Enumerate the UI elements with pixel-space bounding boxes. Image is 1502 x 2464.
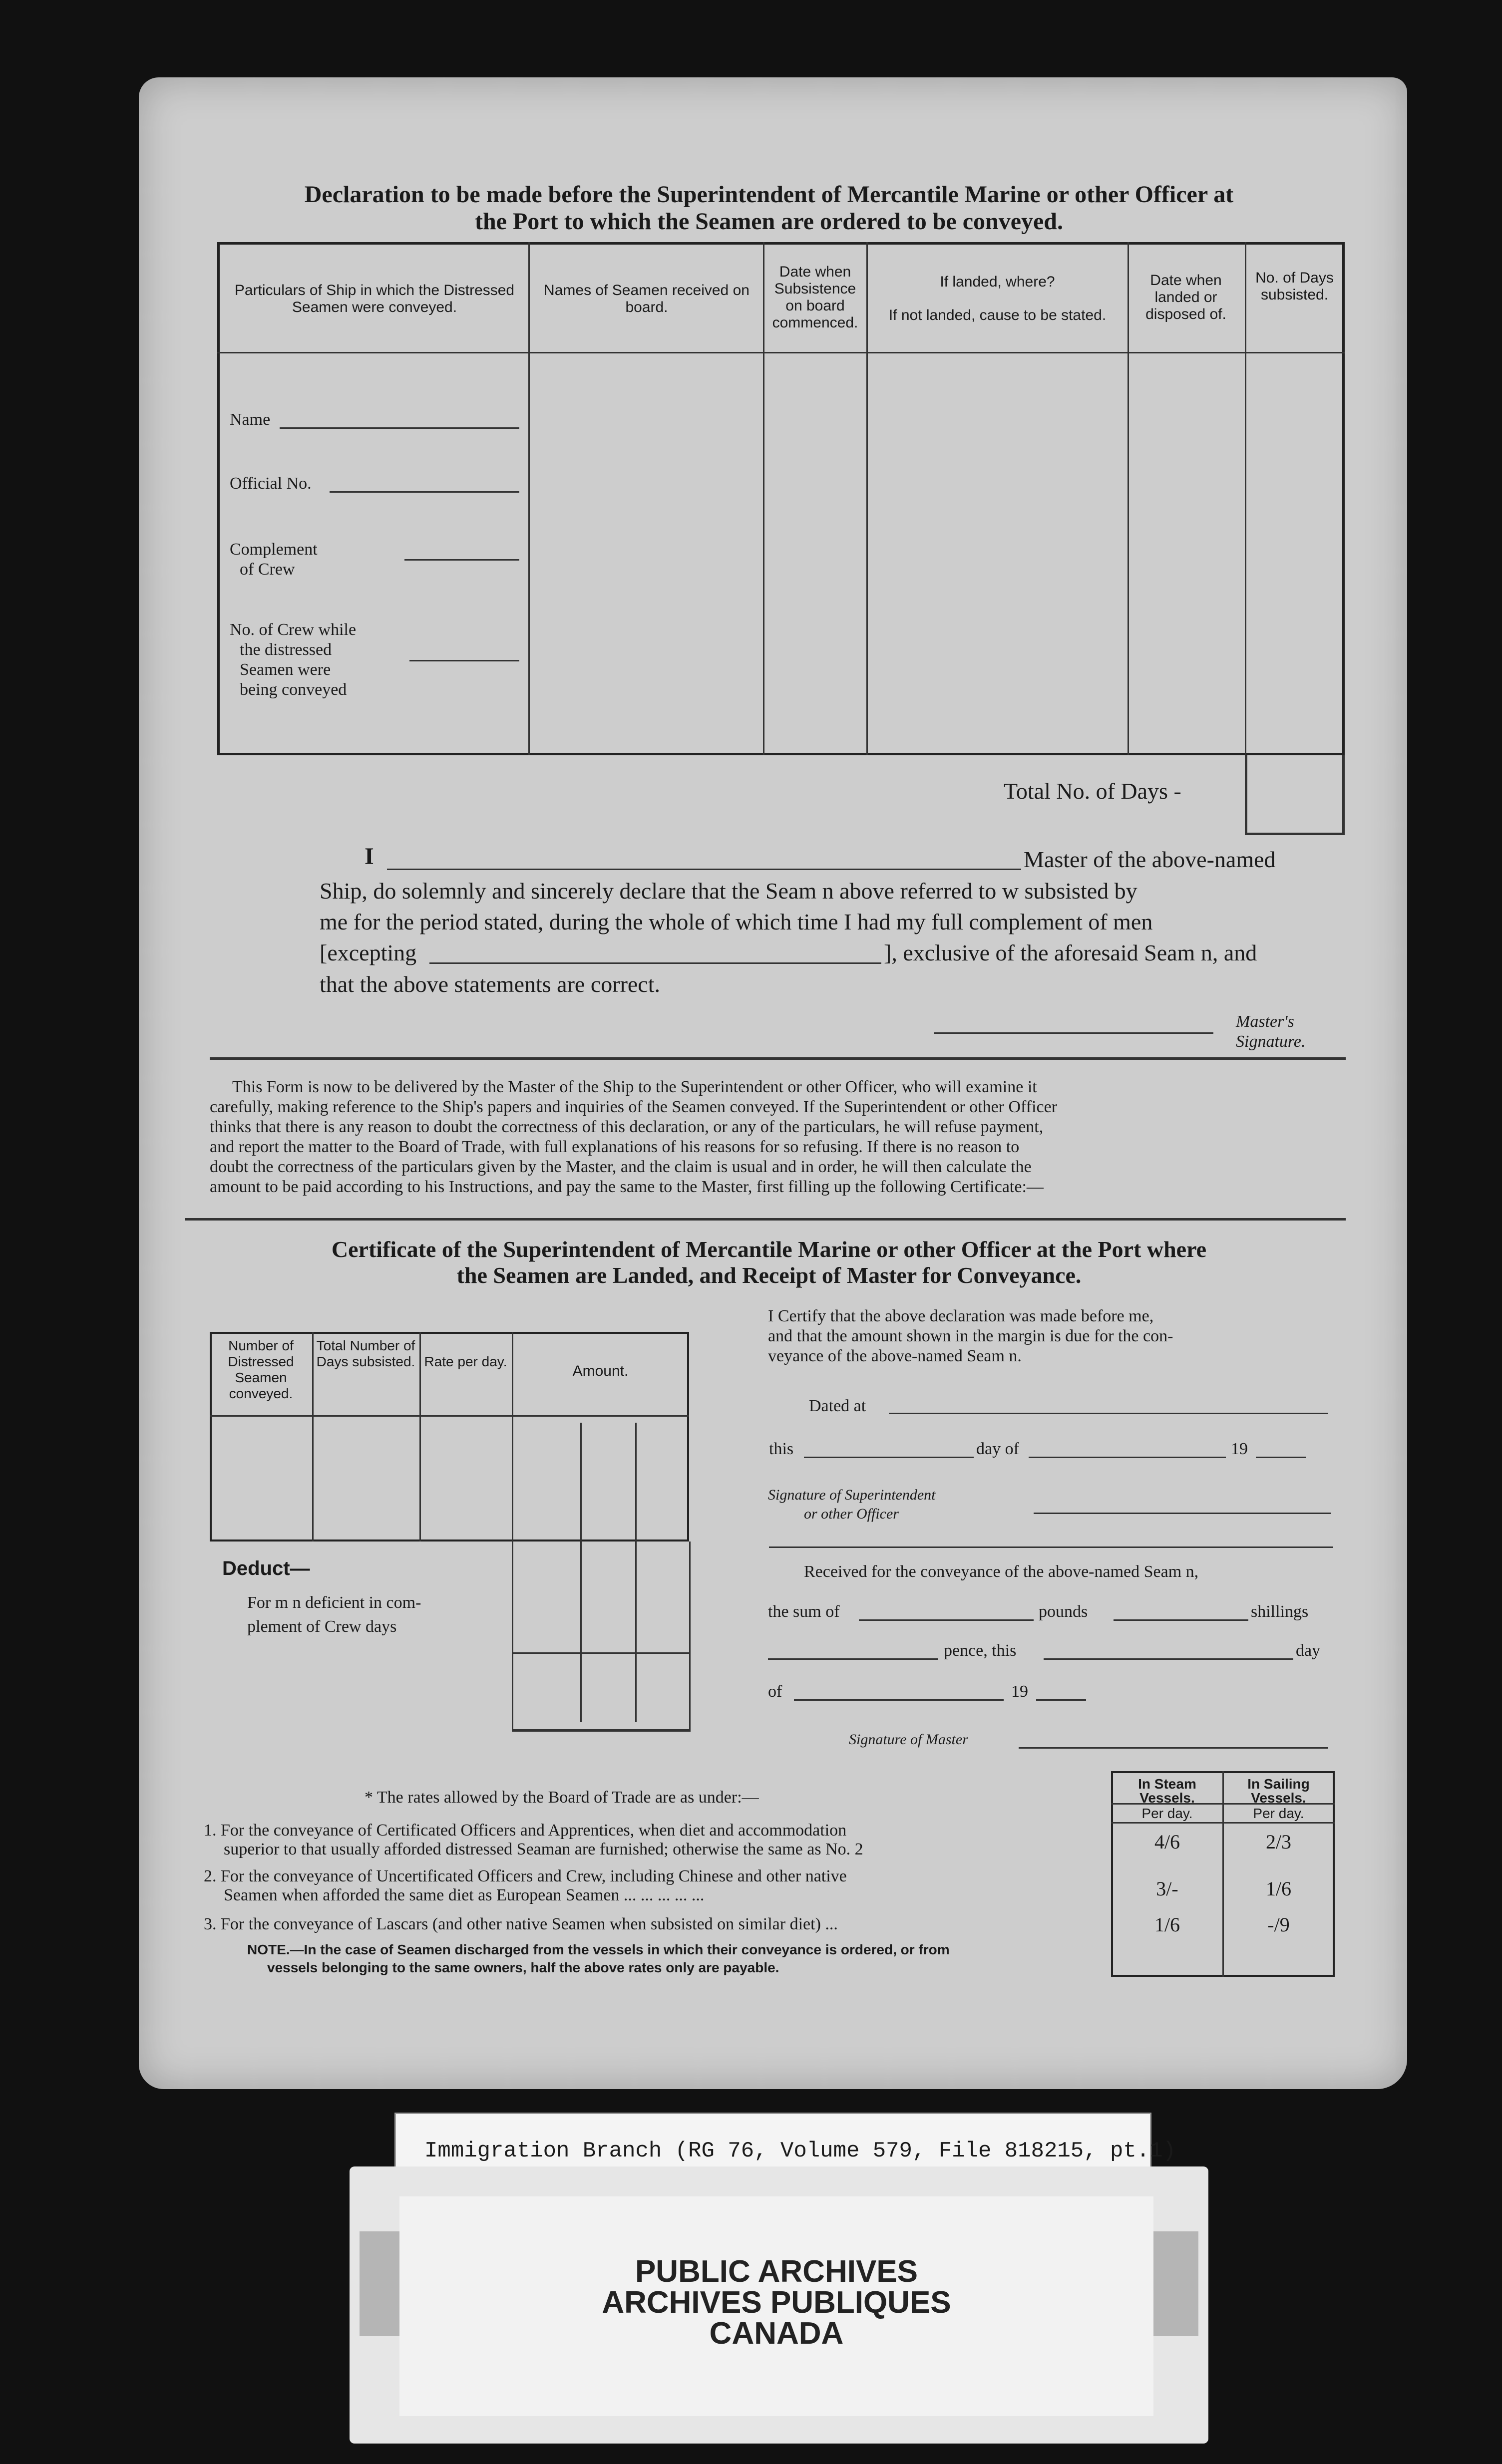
year-line[interactable] — [1256, 1457, 1306, 1458]
year-label: 19 — [1231, 1440, 1248, 1458]
of-line[interactable] — [794, 1699, 1004, 1701]
col-particulars-of-ship: Particulars of Ship in which the Distressed Seamen were conveyed. — [234, 282, 515, 315]
cert-col-number-seamen: Number of Distressed Seamen conveyed. — [228, 1338, 294, 1401]
sig-superintendent-label-2: or other Officer — [804, 1506, 899, 1522]
field-complement-label-2: of Crew — [240, 560, 295, 579]
sum-of-line[interactable] — [859, 1619, 1034, 1621]
shillings-line[interactable] — [768, 1658, 938, 1660]
section-rule-2 — [185, 1218, 1346, 1221]
rates-steam-header: In Steam Vessels. — [1138, 1776, 1196, 1806]
col-date-landed: Date when landed or disposed of. — [1145, 272, 1226, 322]
total-days-box[interactable] — [1245, 833, 1345, 835]
year2-line[interactable] — [1036, 1699, 1086, 1701]
section-rule-1 — [210, 1057, 1346, 1060]
stamp-line1: PUBLIC ARCHIVES — [635, 2254, 918, 2289]
statement-line2: Ship, do solemnly and sincerely declare that the Seam n above referred to w subsisted by — [320, 878, 1137, 904]
rate-sail-2: 1/6 — [1265, 1877, 1292, 1900]
pence-label: pence, this — [944, 1641, 1017, 1660]
statement-line3: me for the period stated, during the whole of which time I had my full complement of men — [320, 909, 1153, 934]
rates-sail-header: In Sailing Vessels. — [1247, 1776, 1310, 1806]
certificate-title-line2: the Seamen are Landed, and Receipt of Master for Conveyance. — [456, 1262, 1082, 1288]
day-of-label: day of — [976, 1440, 1019, 1458]
declaration-title-line2: the Port to which the Seamen are ordered to be conveyed. — [474, 208, 1063, 235]
this-day-line[interactable] — [804, 1457, 974, 1458]
field-crew-line[interactable] — [409, 660, 519, 661]
archive-reference: Immigration Branch (RG 76, Volume 579, File 818215, pt.1) — [424, 2139, 1176, 2163]
section-rule-3 — [769, 1546, 1333, 1548]
col-if-landed-where: If landed, where? — [940, 274, 1055, 290]
cert-col-total-days: Total Number of Days subsisted. — [316, 1338, 415, 1369]
col-date-subsistence: Date when Subsistence on board commenced. — [772, 264, 858, 331]
master-signature-label-1: Master's — [1236, 1012, 1294, 1031]
cert-col-amount: Amount. — [572, 1363, 629, 1379]
dated-at-label: Dated at — [809, 1397, 866, 1415]
rates-note-line2: vessels belonging to the same owners, half the above rates only are payable. — [267, 1960, 779, 1975]
field-official-line[interactable] — [330, 491, 519, 493]
archive-stamp — [399, 2256, 1153, 2349]
rates-note-line1: NOTE.—In the case of Seamen discharged from the vessels in which their conveyance is ordered, or from — [247, 1942, 950, 1957]
sig-master-label: Signature of Master — [849, 1731, 968, 1748]
certify-line1: I Certify that the above declaration was made before me, — [768, 1307, 1154, 1325]
pounds-label: pounds — [1039, 1602, 1088, 1621]
shillings-label: shillings — [1251, 1602, 1309, 1621]
statement-line5: that the above statements are correct. — [320, 971, 661, 997]
stamp-line3: CANADA — [709, 2316, 844, 2351]
master-name-line[interactable] — [387, 869, 1021, 870]
of-label: of — [768, 1682, 782, 1701]
rates-intro: * The rates allowed by the Board of Trade are as under:— — [365, 1788, 759, 1807]
rate-item2-line1: 2. For the conveyance of Uncertificated Officers and Crew, including Chinese and other native — [204, 1867, 847, 1885]
master-signature-line[interactable] — [934, 1032, 1213, 1034]
stamp-line2: ARCHIVES PUBLIQUES — [602, 2285, 951, 2320]
field-crew-label-2: the distressed — [240, 640, 332, 659]
total-days-label: Total No. of Days - — [1004, 778, 1181, 804]
col-if-not-landed: If not landed, cause to be stated. — [888, 307, 1107, 323]
pounds-line[interactable] — [1114, 1619, 1248, 1621]
certificate-title-line1: Certificate of the Superintendent of Mercantile Marine or other Officer at the Port where — [331, 1236, 1207, 1262]
field-crew-label-1: No. of Crew while — [230, 620, 357, 639]
sum-of-label: the sum of — [768, 1602, 840, 1621]
col-days-subsisted: No. of Days subsisted. — [1255, 270, 1334, 303]
certify-line3: veyance of the above-named Seam n. — [768, 1347, 1022, 1365]
excepting-line[interactable] — [429, 962, 881, 964]
rate-steam-3: 1/6 — [1154, 1913, 1180, 1936]
this-label: this — [769, 1440, 794, 1458]
sig-superintendent-label-1: Signature of Superintendent — [768, 1487, 936, 1503]
field-official-label: Official No. — [230, 474, 312, 493]
statement-line4-start: [excepting — [320, 940, 417, 965]
rate-sail-1: 2/3 — [1265, 1831, 1292, 1853]
cert-col-rate: Rate per day. — [424, 1354, 507, 1369]
rate-item1-line1: 1. For the conveyance of Certificated Officers and Apprentices, when diet and accommodation — [204, 1821, 847, 1840]
col-names-of-seamen: Names of Seamen received on board. — [544, 282, 750, 315]
declaration-table-header-rule — [217, 352, 1345, 353]
rate-item1-line2: superior to that usually afforded distressed Seaman are furnished; otherwise the same as No. 2 — [224, 1840, 863, 1858]
rate-item3: 3. For the conveyance of Lascars (and other native Seamen when subsisted on similar diet) ... — [204, 1915, 838, 1933]
instruction-paragraph: This Form is now to be delivered by the Master of the Ship to the Superintendent or other Officer, who will examine it carefully, making reference to the Ship's papers and inquiries of the Seamen conveyed. If the Superintendent or other Officer thinks that there is any reason to doubt the correctness of this declaration, or any of the particulars, he will refuse payment, and report the matter to the Board of Trade, with full explanations of his reasons for so refusing. If there is no reason to doubt the correctness of the particulars given by the Master, and the claim is usual and in order, he will then calculate the amount to be paid according to his Instructions, and pay the same to the Master, first filling up the following Certificate:— — [210, 1078, 1058, 1196]
master-signature-label-2: Signature. — [1236, 1032, 1306, 1051]
statement-line1: Master of the above-named — [1024, 847, 1276, 872]
day-of-line[interactable] — [1029, 1457, 1226, 1458]
year2-label: 19 — [1011, 1682, 1028, 1701]
field-name-line[interactable] — [280, 427, 519, 429]
sig-superintendent-line[interactable] — [1034, 1513, 1331, 1514]
certify-line2: and that the amount shown in the margin is due for the con- — [768, 1327, 1173, 1345]
field-crew-label-4: being conveyed — [240, 680, 347, 699]
sig-master-line[interactable] — [1019, 1747, 1328, 1749]
rate-steam-2: 3/- — [1156, 1877, 1178, 1900]
field-complement-line[interactable] — [404, 559, 519, 561]
rate-steam-1: 4/6 — [1154, 1831, 1180, 1853]
rates-steam-per-day: Per day. — [1141, 1806, 1193, 1821]
deduct-line2: plement of Crew days — [247, 1617, 397, 1636]
field-complement-label-1: Complement — [230, 540, 318, 559]
rate-item2-line2: Seamen when afforded the same diet as European Seamen ... ... ... ... ... — [224, 1886, 705, 1904]
received-line: Received for the conveyance of the above-named Seam n, — [804, 1562, 1199, 1581]
dated-at-line[interactable] — [889, 1413, 1328, 1414]
field-name-label: Name — [230, 410, 271, 429]
declaration-title-line1: Declaration to be made before the Superintendent of Mercantile Marine or other Officer at — [304, 181, 1234, 208]
rates-sail-per-day: Per day. — [1253, 1806, 1304, 1821]
field-crew-label-3: Seamen were — [240, 660, 331, 679]
day-label: day — [1296, 1641, 1321, 1660]
rate-sail-3: -/9 — [1267, 1913, 1290, 1936]
pence-day-line[interactable] — [1044, 1658, 1293, 1660]
deduct-line1: For m n deficient in com- — [247, 1593, 421, 1612]
statement-initial: I — [365, 843, 374, 870]
statement-line4-end: ], exclusive of the aforesaid Seam n, and — [884, 940, 1257, 965]
deduct-label: Deduct— — [222, 1557, 310, 1579]
